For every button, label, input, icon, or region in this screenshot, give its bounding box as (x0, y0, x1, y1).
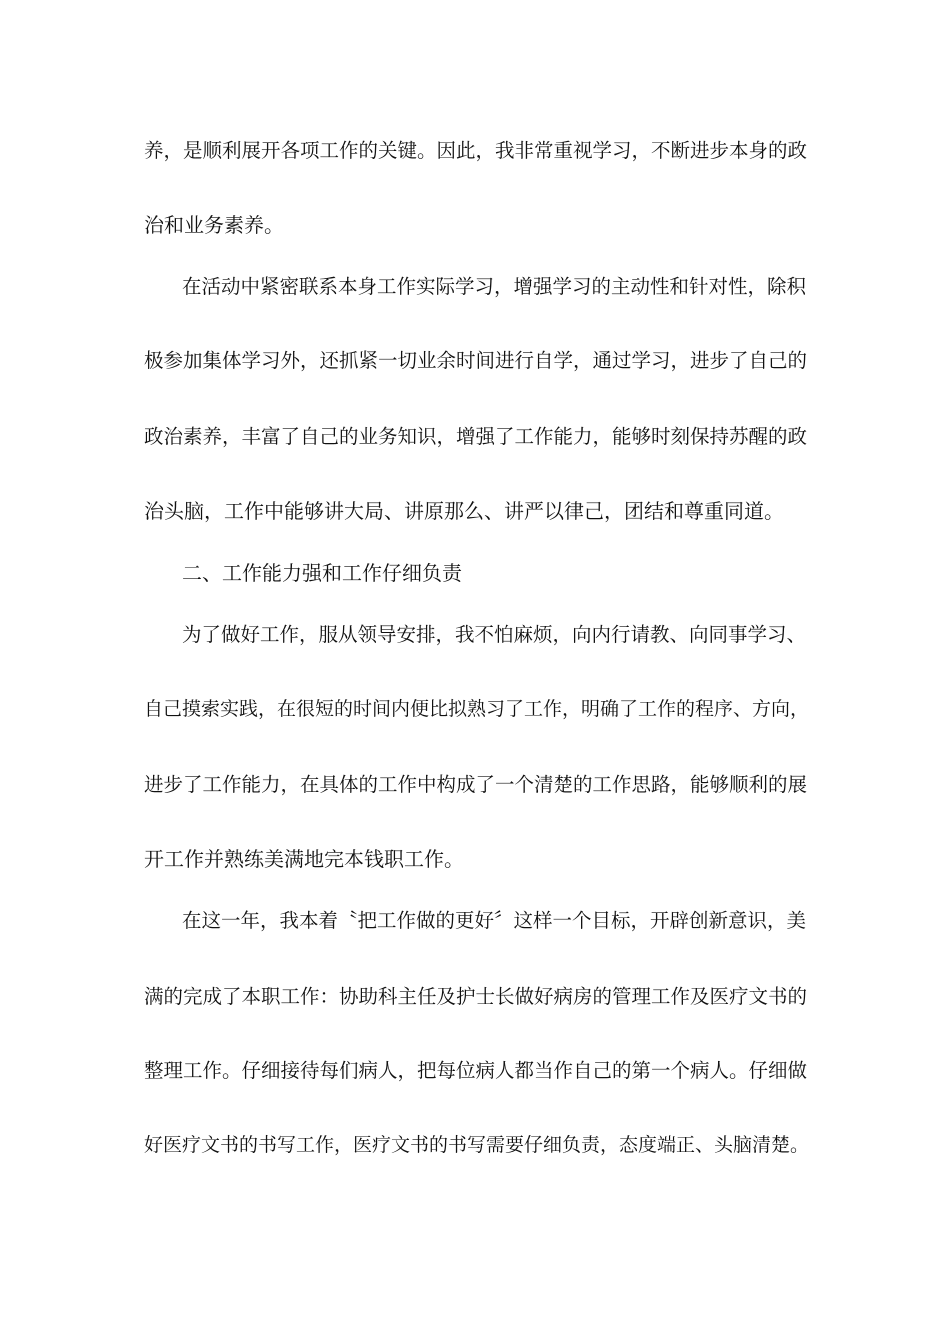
text-line: 整理工作。仔细接待每们病人，把每位病人都当作自己的第一个病人。仔细做 (144, 1059, 808, 1082)
text-line: 政治素养，丰富了自己的业务知识，增强了工作能力，能够时刻保持苏醒的政 (144, 425, 808, 448)
text-line: 养，是顺利展开各项工作的关键。因此，我非常重视学习，不断进步本身的政 (144, 139, 808, 162)
section-heading: 二、工作能力强和工作仔细负责 (182, 561, 462, 585)
paragraph-first-line: 在活动中紧密联系本身工作实际学习，增强学习的主动性和针对性，除积 (182, 275, 807, 298)
text-line: 开工作并熟练美满地完本钱职工作。 (144, 847, 464, 871)
text-line: 自己摸索实践，在很短的时间内便比拟熟习了工作，明确了工作的程序、方向， (144, 698, 810, 720)
text-line: 极参加集体学习外，还抓紧一切业余时间进行自学，通过学习，进步了自己的 (144, 349, 808, 372)
paragraph-first-line: 为了做好工作，服从领导安排，我不怕麻烦，向内行请教、向同事学习、 (182, 623, 807, 646)
paragraph-first-line: 在这一年，我本着〝把工作做的更好〞这样一个目标，开辟创新意识，美 (182, 909, 807, 932)
text-line: 治头脑，工作中能够讲大局、讲原那么、讲严以律己，团结和尊重同道。 (144, 499, 784, 523)
text-line: 治和业务素养。 (144, 213, 284, 237)
text-line: 好医疗文书的书写工作，医疗文书的书写需要仔细负责，态度端正、头脑清楚。 (144, 1134, 810, 1156)
text-line: 进步了工作能力，在具体的工作中构成了一个清楚的工作思路，能够顺利的展 (144, 773, 808, 796)
text-line: 满的完成了本职工作：协助科主任及护士长做好病房的管理工作及医疗文书的 (144, 985, 808, 1008)
